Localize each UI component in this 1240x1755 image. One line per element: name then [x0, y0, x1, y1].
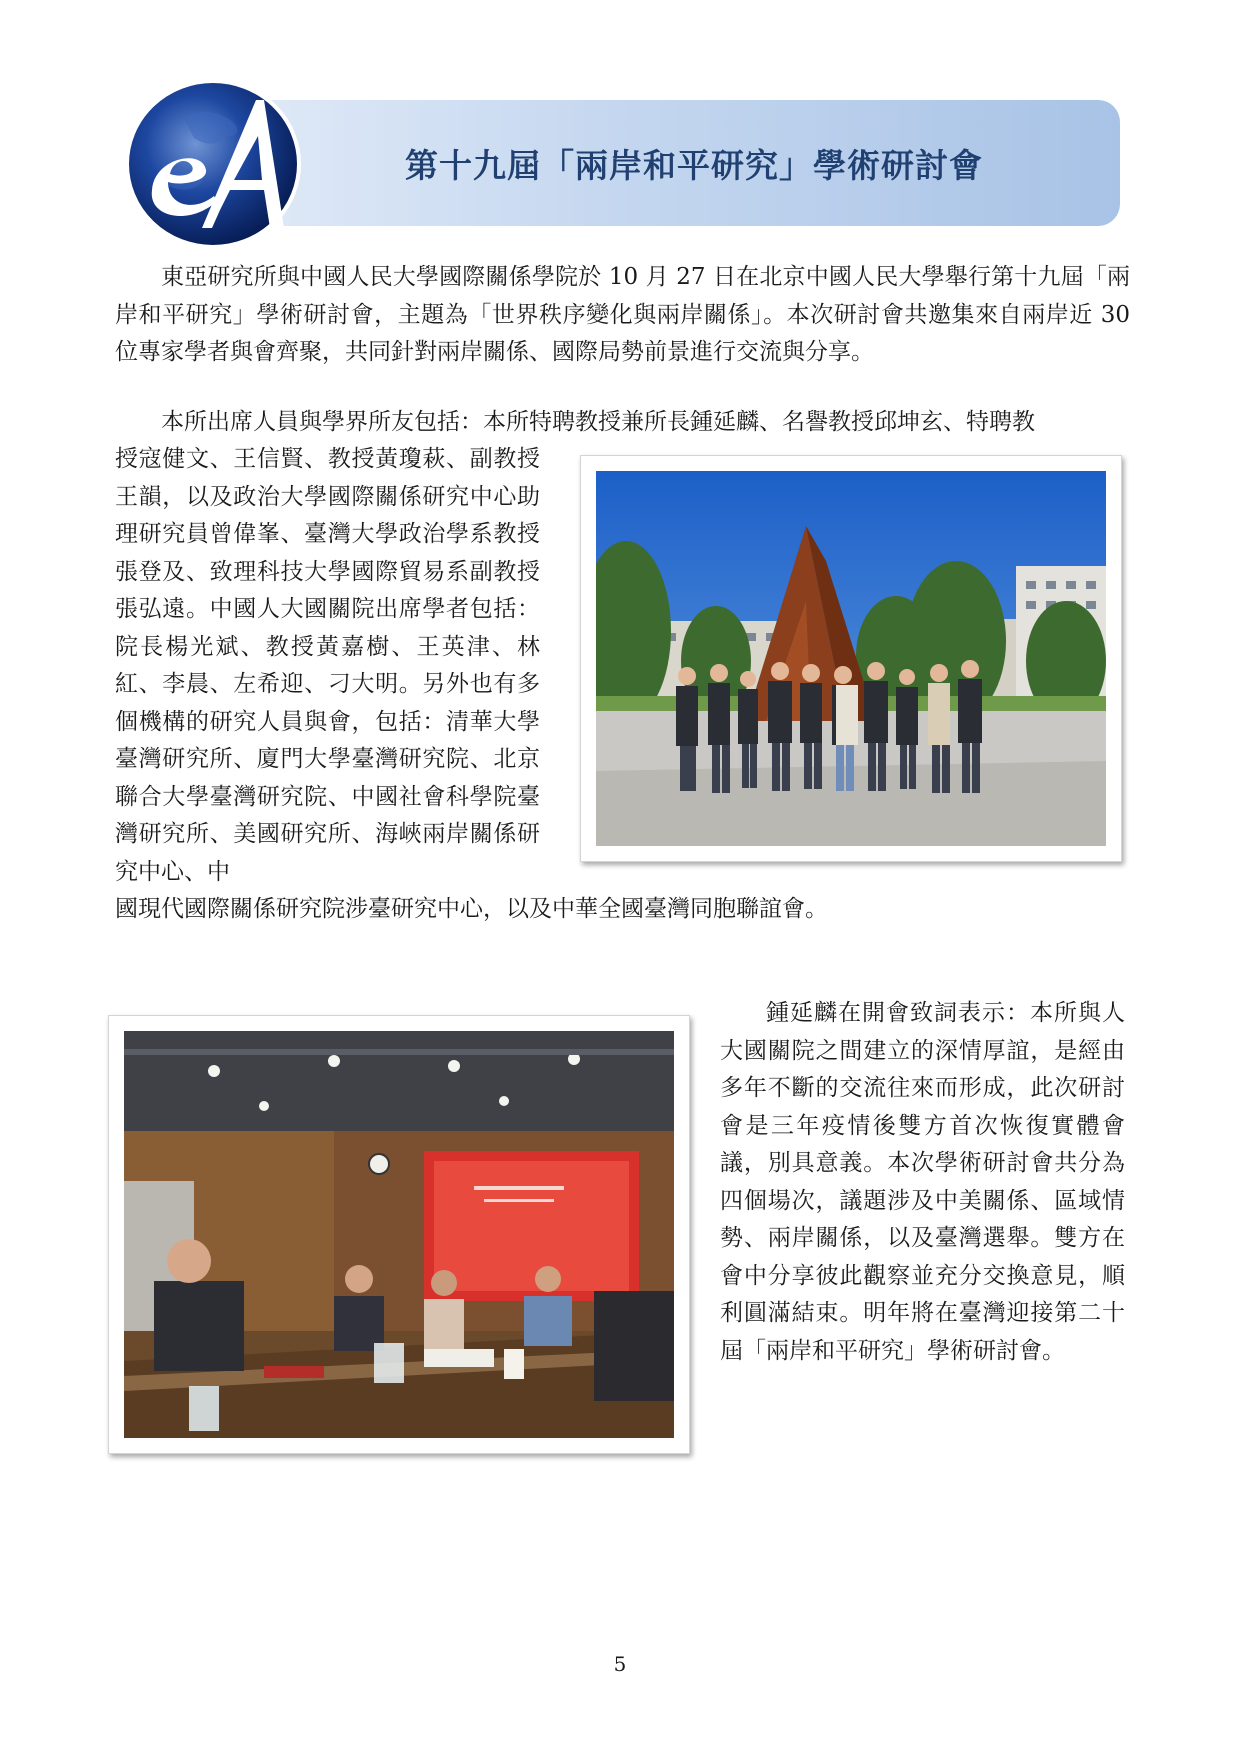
page-title: 第十九屆「兩岸和平研究」學術研討會: [405, 146, 983, 185]
institute-logo: [124, 78, 302, 250]
group-photo: [596, 471, 1106, 846]
opening-remarks-paragraph: 鍾延麟在開會致詞表示：本所與人大國關院之間建立的深情厚誼，是經由多年不斷的交流往來而形成，此次研討會是三年疫情後雙方首次恢復實體會議，別具意義。本次學術研討會共分為四個場次，議題涉及中美關係、區域情勢、兩岸關係，以及臺灣選舉。雙方在會中分享彼此觀察並充分交換意見，順利圓滿結束。明年將在臺灣迎接第二十屆「兩岸和平研究」學術研討會。: [720, 1000, 1125, 1364]
conference-photo: [124, 1031, 674, 1438]
attendees-paragraph-tail: 國現代國際關係研究院涉臺研究中心，以及中華全國臺灣同胞聯誼會。: [115, 896, 828, 922]
page-number: 5: [613, 1652, 627, 1676]
conference-photo-frame: [108, 1015, 690, 1454]
intro-paragraph: 東亞研究所與中國人民大學國際關係學院於 10 月 27 日在北京中國人民大學舉行第十九屆「兩岸和平研究」學術研討會，主題為「世界秩序變化與兩岸關係」。本次研討會共邀集來自兩岸近 30 位專家學者與會齊聚，共同針對兩岸關係、國際局勢前景進行交流與分享。: [115, 264, 1130, 365]
attendees-paragraph-side: 授寇健文、王信賢、教授黃瓊萩、副教授王韻，以及政治大學國際關係研究中心助理研究員曾偉峯、臺灣大學政治學系教授張登及、致理科技大學國際貿易系副教授張弘遠。中國人大國關院出席學者包括：院長楊光斌、教授黃嘉樹、王英津、林紅、李晨、左希迎、刁大明。另外也有多個機構的研究人員與會，包括：清華大學臺灣研究所、廈門大學臺灣研究院、北京聯合大學臺灣研究院、中國社會科學院臺灣研究所、美國研究所、海峽兩岸關係研究中心、中: [115, 446, 540, 885]
attendees-paragraph-first-line: 本所出席人員與學界所友包括：本所特聘教授兼所長鍾延麟、名譽教授邱坤玄、特聘教: [161, 409, 1035, 435]
group-photo-frame: [580, 455, 1122, 862]
